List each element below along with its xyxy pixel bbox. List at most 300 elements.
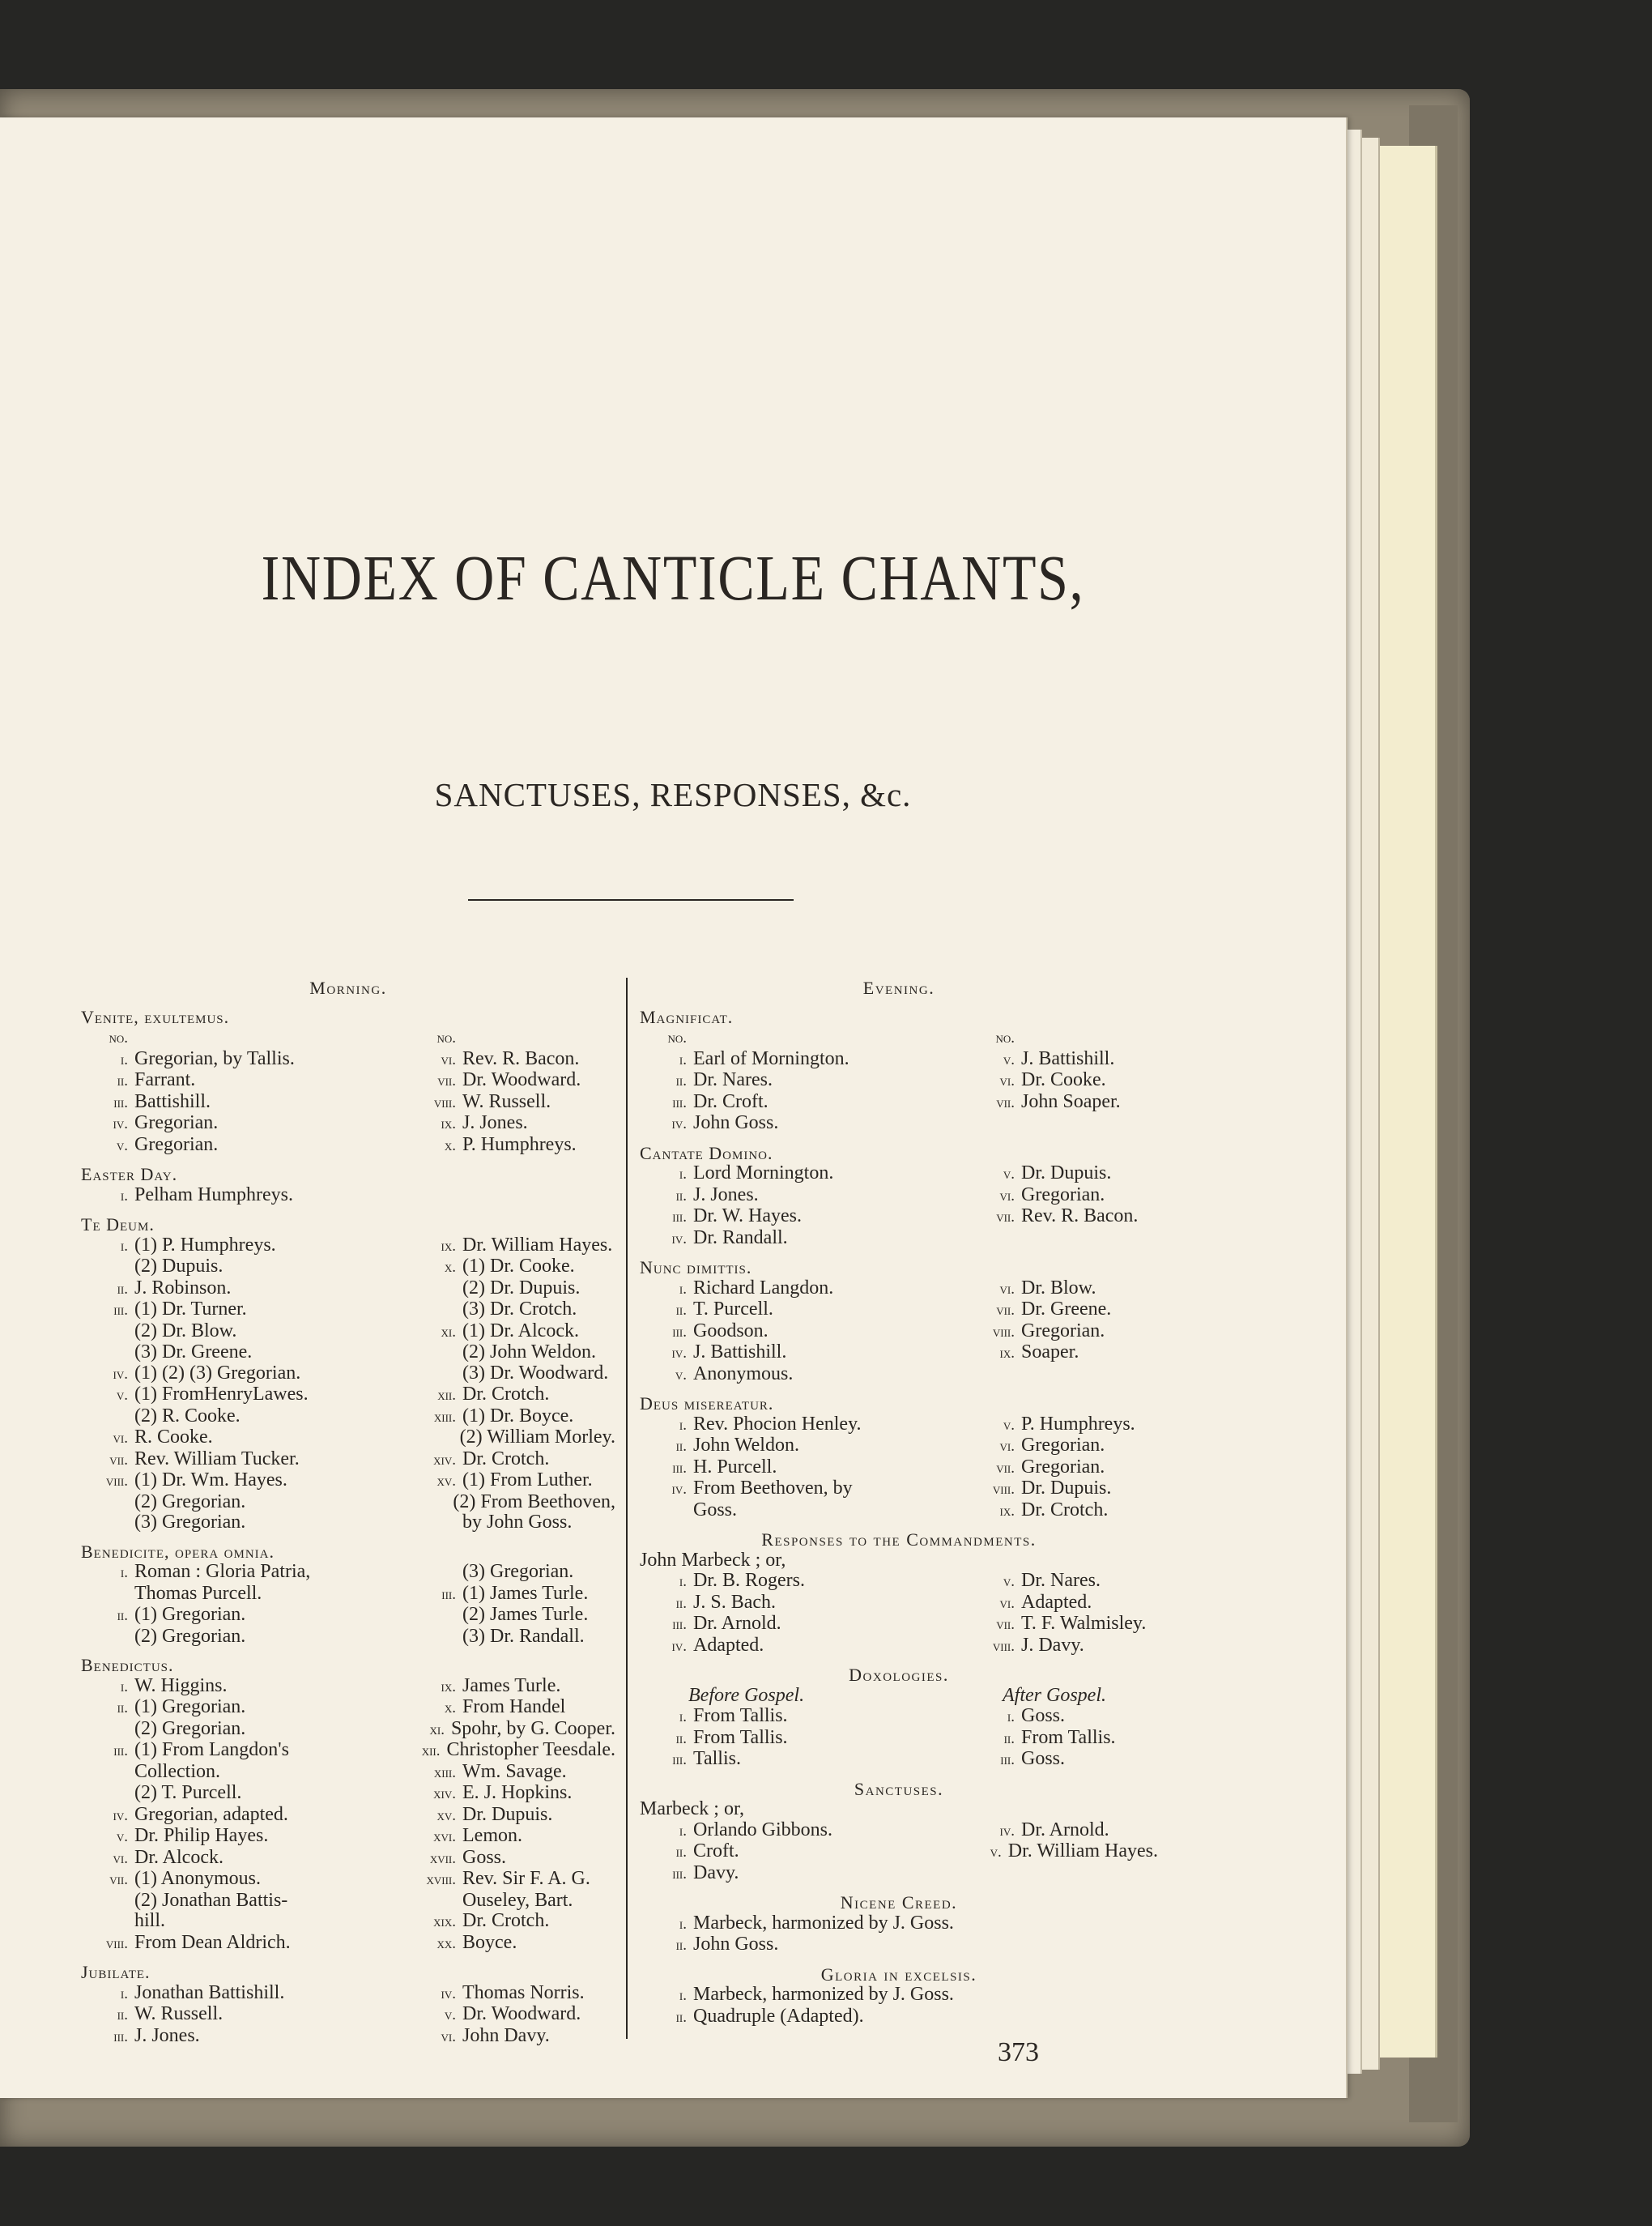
composer-name: Gregorian. [1021, 1320, 1105, 1341]
te-deum-list [81, 1235, 615, 1533]
index-entry-row [640, 1435, 1158, 1457]
composer-name: W. Russell. [462, 1090, 551, 1112]
roman-numeral: xv. [436, 1473, 456, 1490]
roman-numeral: iii. [113, 1302, 128, 1319]
entry-right [970, 1321, 1158, 1343]
entry-left [640, 1228, 970, 1250]
composer-name: From Tallis. [1021, 1726, 1116, 1748]
entry-right [970, 1299, 1158, 1321]
composer-name: Gregorian, by Tallis. [134, 1047, 295, 1069]
roman-numeral: ix. [999, 1502, 1015, 1520]
composer-name: (2) R. Cooke. [134, 1405, 241, 1426]
entry-right [411, 1512, 615, 1533]
entry-right [970, 1435, 1158, 1457]
roman-numeral: v. [444, 2006, 456, 2023]
entry-right [411, 1627, 615, 1648]
entry-right [409, 1427, 615, 1449]
entry-left [640, 1163, 970, 1185]
composer-name: Dr. Nares. [693, 1069, 773, 1090]
composer-name: W. Higgins. [134, 1674, 228, 1696]
entry-left [81, 1584, 411, 1606]
roman-numeral: xiv. [433, 1451, 456, 1469]
entry-left [81, 1891, 411, 1912]
composer-name: J. Battishill. [1021, 1047, 1115, 1069]
index-entry-row [81, 1427, 615, 1449]
entry-right [411, 1584, 615, 1606]
entry-left [81, 1676, 411, 1698]
entry-left [81, 1562, 411, 1584]
roman-numeral: v. [990, 1844, 1002, 1861]
composer-name: James Turle. [462, 1674, 561, 1696]
entry-right [970, 1163, 1158, 1185]
composer-name: Dr. Randall. [693, 1226, 788, 1248]
composer-name: Dr. Croft. [693, 1090, 769, 1112]
entry-right [970, 1206, 1158, 1228]
no-label: no. [436, 1030, 456, 1047]
roman-numeral: ii. [675, 1438, 687, 1455]
index-entry-row [640, 1321, 1158, 1343]
composer-name: (2) John Weldon. [462, 1341, 596, 1362]
roman-numeral: ii. [675, 1729, 687, 1747]
page-subtitle: SANCTUSES, RESPONSES, &c. [434, 776, 912, 813]
composer-name: (1) Dr. Boyce. [462, 1405, 574, 1426]
index-entry-row [640, 1278, 1158, 1300]
index-entry-row [81, 1185, 615, 1207]
roman-numeral: vi. [999, 1072, 1015, 1090]
index-entry-row [81, 1911, 615, 1933]
index-entry-row [81, 1584, 615, 1606]
roman-numeral: vi. [441, 2028, 456, 2045]
composer-name: Dr. Woodward. [462, 1069, 581, 1090]
entry-left [81, 1321, 411, 1343]
composer-name: Dr. W. Hayes. [693, 1205, 802, 1226]
nicene-heading: Nicene Creed. [840, 1892, 958, 1913]
roman-numeral: vi. [999, 1594, 1015, 1612]
entry-right [411, 1113, 615, 1135]
roman-numeral: iii. [441, 1585, 456, 1603]
entry-left [640, 1185, 970, 1207]
roman-numeral: viii. [992, 1323, 1015, 1341]
index-entry-row [81, 1562, 615, 1584]
entry-right [411, 1983, 615, 2005]
composer-name: R. Cooke. [134, 1426, 213, 1448]
entry-right [970, 1228, 1158, 1250]
entry-right [411, 1470, 615, 1492]
roman-numeral: iv. [671, 1637, 687, 1655]
roman-numeral: iv. [671, 1481, 687, 1498]
entry-right [970, 1364, 1158, 1386]
index-entry-row [81, 1512, 615, 1533]
entry-left [81, 1783, 411, 1805]
composer-name: Rev. William Tucker. [134, 1448, 300, 1469]
composer-name: Dr. Crotch. [462, 1448, 550, 1469]
roman-numeral: v. [116, 1136, 128, 1154]
entry-right [970, 1414, 1158, 1436]
index-entry-row [81, 2026, 615, 2048]
roman-numeral: iii. [672, 1209, 687, 1226]
index-entry-row [640, 1070, 1158, 1092]
composer-name: J. S. Bach. [693, 1591, 776, 1613]
entry-left [640, 1342, 970, 1364]
entry-left [81, 1762, 411, 1784]
roman-numeral: iii. [113, 1094, 128, 1111]
entry-right [411, 1092, 615, 1114]
entry-left [81, 1049, 411, 1071]
index-entry-row [640, 1614, 1158, 1635]
roman-numeral: ii. [117, 1072, 128, 1090]
entry-left [81, 1848, 411, 1870]
entry-right [970, 1593, 1158, 1614]
index-entry-row [640, 1820, 1158, 1842]
index-entry-row [81, 1278, 615, 1300]
index-entry-row [640, 1706, 1158, 1728]
roman-numeral: iii. [672, 1459, 687, 1477]
roman-numeral: vi. [999, 1187, 1015, 1205]
number-header-row [81, 1027, 615, 1049]
roman-numeral: xi. [429, 1721, 445, 1738]
entry-left [81, 1826, 411, 1848]
roman-numeral: ii. [117, 1607, 128, 1624]
responses-heading: Responses to the Commandments. [761, 1529, 1037, 1550]
composer-name: (1) Gregorian. [134, 1696, 246, 1717]
roman-numeral: i. [120, 1051, 128, 1068]
entry-left [81, 1492, 402, 1513]
index-entry-row [81, 1627, 615, 1648]
entry-left [81, 1805, 411, 1827]
deus-heading: Deus misereatur. [640, 1393, 774, 1414]
roman-numeral: xiii. [433, 1763, 456, 1781]
entry-right [970, 1500, 1158, 1522]
entry-left [640, 1571, 970, 1593]
entry-left [81, 1185, 293, 1207]
roman-numeral: xiv. [433, 1785, 456, 1802]
roman-numeral: vi. [999, 1280, 1015, 1298]
entry-right [396, 1740, 616, 1762]
entry-right [970, 1863, 1158, 1885]
entry-left [81, 1933, 411, 1955]
entry-left [81, 1342, 411, 1363]
entry-left [81, 1911, 411, 1933]
roman-numeral: v. [1003, 1573, 1015, 1590]
roman-numeral: vii. [996, 1094, 1015, 1111]
index-entry-row [81, 1869, 615, 1891]
composer-name: Dr. Blow. [1021, 1277, 1096, 1298]
composer-name: Dr. B. Rogers. [693, 1570, 805, 1591]
composer-name: Goss. [693, 1499, 738, 1520]
entry-right [411, 1342, 615, 1363]
roman-numeral: i. [120, 1187, 128, 1205]
composer-name: (1) Dr. Turner. [134, 1298, 247, 1320]
cantate-list [640, 1163, 1158, 1249]
entry-right [411, 1256, 615, 1278]
composer-name: J. Jones. [462, 1112, 528, 1133]
entry-left [640, 1092, 970, 1114]
no-label: no. [667, 1030, 687, 1047]
composer-name: T. Purcell. [693, 1298, 773, 1320]
roman-numeral: vii. [109, 1451, 128, 1469]
entry-right [970, 1478, 1158, 1500]
roman-numeral: xvii. [429, 1849, 456, 1867]
entry-right [411, 1299, 615, 1321]
entry-right [411, 1562, 615, 1584]
evening-heading: Evening. [862, 978, 935, 998]
roman-numeral: i. [1007, 1708, 1015, 1725]
entry-right [411, 1676, 615, 1698]
index-entry-row [640, 1728, 1158, 1750]
entry-left [640, 1478, 970, 1500]
composer-name: Goodson. [693, 1320, 769, 1341]
composer-name: Dr. Dupuis. [1021, 1162, 1112, 1183]
roman-numeral: ii. [117, 2006, 128, 2023]
index-entry-row [81, 1321, 615, 1343]
entry-right [970, 1113, 1158, 1135]
composer-name: Dr. Cooke. [1021, 1069, 1106, 1090]
composer-name: J. Jones. [134, 2024, 200, 2046]
composer-name: hill. [134, 1910, 166, 1931]
roman-numeral: xix. [433, 1913, 456, 1930]
roman-numeral: i. [120, 1564, 128, 1581]
composer-name: From Dean Aldrich. [134, 1931, 291, 1953]
composer-name: Gregorian. [134, 1112, 219, 1133]
entry-right [411, 1406, 615, 1428]
composer-name: (2) Gregorian. [134, 1717, 246, 1739]
composer-name: Roman : Gloria Patria, [134, 1561, 311, 1582]
index-entry-row [640, 1163, 1158, 1185]
benedictus-heading: Benedictus. [81, 1655, 174, 1675]
entry-right [411, 1933, 615, 1955]
composer-name: (2) Gregorian. [134, 1490, 246, 1512]
roman-numeral: iii. [113, 2028, 128, 2045]
index-entry-row [81, 1135, 615, 1157]
entry-left [81, 1384, 411, 1406]
roman-numeral: xi. [441, 1323, 456, 1341]
roman-numeral: iv. [113, 1806, 128, 1824]
entry-left [640, 1934, 778, 1956]
roman-numeral: iv. [113, 1365, 128, 1383]
venite-list [81, 1049, 615, 1157]
index-entry-row [81, 1406, 615, 1428]
composer-name: Croft. [693, 1840, 739, 1861]
composer-name: Collection. [134, 1760, 220, 1782]
composer-name: H. Purcell. [693, 1456, 777, 1478]
entry-left [81, 1983, 411, 2005]
roman-numeral: ix. [441, 1678, 456, 1695]
entry-left [640, 1593, 970, 1614]
roman-numeral: i. [120, 1237, 128, 1255]
composer-name: Thomas Purcell. [134, 1582, 262, 1604]
entry-left [640, 1841, 957, 1863]
composer-name: J. Jones. [693, 1183, 759, 1205]
entry-right [411, 1384, 615, 1406]
jubilate-list [81, 1983, 615, 2048]
index-entry-row [640, 1113, 1158, 1135]
number-header-row [640, 1027, 1158, 1049]
entry-left [81, 1470, 411, 1492]
index-entry-row [640, 1228, 1158, 1250]
entry-right [411, 1805, 615, 1827]
roman-numeral: vii. [996, 1302, 1015, 1319]
composer-name: J. Battishill. [693, 1341, 787, 1362]
composer-name: (1) Dr. Wm. Hayes. [134, 1469, 287, 1490]
entry-left [640, 1728, 970, 1750]
composer-name: Dr. Greene. [1021, 1298, 1112, 1320]
index-entry-row [81, 1697, 615, 1719]
composer-name: P. Humphreys. [1021, 1413, 1135, 1435]
nunc-heading: Nunc dimittis. [640, 1257, 752, 1277]
roman-numeral: vii. [996, 1209, 1015, 1226]
composer-name: (3) Gregorian. [462, 1561, 574, 1582]
roman-numeral: i. [679, 1166, 687, 1183]
roman-numeral: ix. [441, 1237, 456, 1255]
index-entry-row [81, 1983, 615, 2005]
composer-name: Dr. Crotch. [462, 1384, 550, 1405]
entry-right [970, 1728, 1158, 1750]
index-entry-row [81, 1092, 615, 1114]
deus-list [640, 1414, 1158, 1522]
morning-column [81, 970, 615, 2047]
index-entry-row [81, 1492, 615, 1513]
composer-name: (1) Dr. Cooke. [462, 1256, 575, 1277]
entry-left [640, 1299, 970, 1321]
roman-numeral: xviii. [426, 1871, 456, 1888]
index-entry-row [640, 2006, 1158, 2028]
index-entry-row [81, 1342, 615, 1363]
composer-name: Gregorian. [1021, 1456, 1105, 1478]
composer-name: J. Robinson. [134, 1277, 232, 1298]
index-entry-row [81, 1049, 615, 1071]
index-entry-row [81, 1470, 615, 1492]
book-page [0, 117, 1348, 2098]
index-entry-row [81, 1933, 615, 1955]
entry-right [970, 1706, 1158, 1728]
roman-numeral: iv. [671, 1115, 687, 1132]
composer-name: (2) T. Purcell. [134, 1782, 242, 1803]
index-entry-row [81, 1762, 615, 1784]
entry-left [640, 1113, 970, 1135]
composer-name: Dr. William Hayes. [462, 1234, 613, 1256]
composer-name: Dr. Crotch. [1021, 1499, 1109, 1520]
composer-name: (1) P. Humphreys. [134, 1234, 276, 1256]
roman-numeral: xx. [436, 1934, 456, 1952]
entry-right [970, 1185, 1158, 1207]
composer-name: (2) Jonathan Battis- [134, 1889, 288, 1911]
roman-numeral: ii. [117, 1699, 128, 1716]
composer-name: Dr. Philip Hayes. [134, 1825, 269, 1846]
after-gospel-label: After Gospel. [1003, 1684, 1106, 1706]
gloria-heading: Gloria in excelsis. [820, 1964, 977, 1985]
no-label: no. [995, 1030, 1015, 1047]
entry-left [640, 2006, 864, 2028]
roman-numeral: v. [675, 1366, 687, 1384]
doxologies-heading: Doxologies. [849, 1665, 949, 1685]
entry-left [640, 1435, 970, 1457]
composer-name: Dr. Alcock. [134, 1846, 224, 1868]
composer-name: E. J. Hopkins. [462, 1782, 573, 1803]
roman-numeral: vii. [109, 1871, 128, 1888]
index-entry-row [81, 1719, 615, 1741]
index-entry-row [640, 1913, 1158, 1935]
index-entry-row [640, 1934, 1158, 1956]
composer-name: From Tallis. [693, 1705, 788, 1726]
entry-right [411, 1321, 615, 1343]
nicene-list [640, 1913, 1158, 1956]
composer-name: Marbeck, harmonized by J. Goss. [693, 1912, 954, 1934]
entry-left [81, 1363, 411, 1385]
entry-left [640, 1749, 970, 1771]
entry-left [81, 1406, 411, 1428]
roman-numeral: vi. [999, 1438, 1015, 1455]
roman-numeral: i. [120, 1678, 128, 1695]
index-entry-row [81, 1384, 615, 1406]
entry-left [81, 1719, 400, 1741]
index-entry-row [81, 1676, 615, 1698]
composer-name: (3) Dr. Crotch. [462, 1298, 577, 1320]
column-divider [626, 978, 628, 2039]
entry-left [81, 1697, 411, 1719]
evening-column [640, 970, 1158, 2028]
index-entry-row [640, 1863, 1158, 1885]
benedicite-heading: Benedicite, opera omnia. [81, 1541, 275, 1562]
entry-right [411, 1848, 615, 1870]
entry-left [640, 1070, 970, 1092]
entry-left [640, 1614, 970, 1635]
entry-right [411, 1826, 615, 1848]
entry-right [970, 1820, 1158, 1842]
cantate-heading: Cantate Domino. [640, 1142, 773, 1163]
entry-left [81, 1070, 411, 1092]
roman-numeral: ii. [675, 1844, 687, 1861]
easter-list [81, 1185, 615, 1207]
entry-left [81, 1740, 396, 1762]
index-entry-row [81, 1256, 615, 1278]
composer-name: by John Goss. [462, 1512, 573, 1533]
composer-name: Christopher Teesdale. [446, 1739, 615, 1760]
entry-right [970, 1092, 1158, 1114]
index-entry-row [640, 1478, 1158, 1500]
roman-numeral: iii. [672, 1616, 687, 1633]
composer-name: Dr. William Hayes. [1007, 1840, 1158, 1861]
roman-numeral: ix. [441, 1115, 456, 1132]
entry-right [970, 1049, 1158, 1071]
entry-left [640, 1500, 970, 1522]
composer-name: J. Davy. [1021, 1634, 1084, 1656]
composer-name: Quadruple (Adapted). [693, 2005, 864, 2027]
composer-name: (3) Gregorian. [134, 1512, 246, 1533]
composer-name: Gregorian. [1021, 1435, 1105, 1456]
index-entry-row [640, 1364, 1158, 1386]
index-entry-row [640, 1185, 1158, 1207]
composer-name: (1) James Turle. [462, 1582, 589, 1604]
composer-name: Rev. R. Bacon. [462, 1047, 580, 1069]
index-entry-row [81, 2004, 615, 2026]
morning-heading: Morning. [309, 978, 387, 998]
index-entry-row [640, 1092, 1158, 1114]
entry-left [81, 1278, 411, 1300]
page-number: 373 [998, 2037, 1039, 2067]
roman-numeral: vi. [113, 1430, 128, 1447]
roman-numeral: x. [444, 1136, 456, 1154]
entry-right [411, 1891, 615, 1912]
index-entry-row [81, 1605, 615, 1627]
roman-numeral: viii. [992, 1637, 1015, 1655]
composer-name: Gregorian, adapted. [134, 1803, 288, 1825]
composer-name: W. Russell. [134, 2003, 224, 2024]
roman-numeral: v. [1003, 1166, 1015, 1183]
composer-name: (3) Dr. Randall. [462, 1625, 585, 1647]
composer-name: Rev. R. Bacon. [1021, 1205, 1139, 1226]
index-entry-row [81, 1235, 615, 1257]
index-entry-row [81, 1070, 615, 1092]
